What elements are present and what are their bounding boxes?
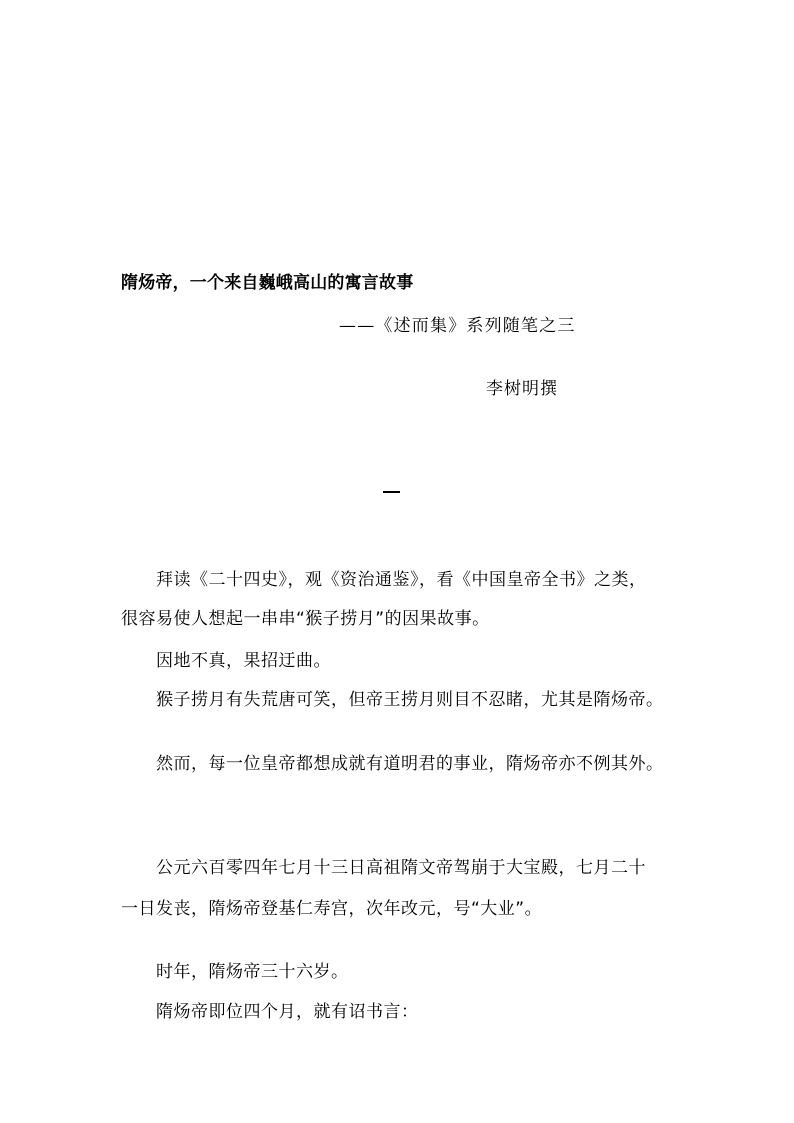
paragraph-line: 隋炀帝即位四个月，就有诏书言： — [156, 1002, 419, 1022]
document-subtitle: ——《述而集》系列随笔之三 — [339, 316, 576, 336]
paragraph-line: 拜读《二十四史》，观《资治通鉴》，看《中国皇帝全书》之类， — [156, 570, 647, 590]
paragraph-line: 公元六百零四年七月十三日高祖隋文帝驾崩于大宝殿，七月二十 — [156, 858, 646, 878]
paragraph-line: 很容易使人想起一串串“猴子捞月”的因果故事。 — [121, 609, 490, 629]
paragraph-line: 因地不真，果招迂曲。 — [156, 651, 331, 671]
paragraph-line: 一日发丧，隋炀帝登基仁寿宫，次年改元，号“大业”。 — [121, 899, 543, 919]
section-number — [383, 491, 400, 493]
paragraph-line: 然而，每一位皇帝都想成就有道明君的事业，隋炀帝亦不例其外。 — [156, 754, 664, 774]
author-byline: 李树明撰 — [486, 379, 558, 399]
paragraph-line: 猴子捞月有失荒唐可笑，但帝王捞月则目不忍睹，尤其是隋炀帝。 — [156, 690, 664, 710]
paragraph-line: 时年，隋炀帝三十六岁。 — [156, 962, 349, 982]
document-title: 隋炀帝，一个来自巍峨高山的寓言故事 — [121, 273, 414, 293]
